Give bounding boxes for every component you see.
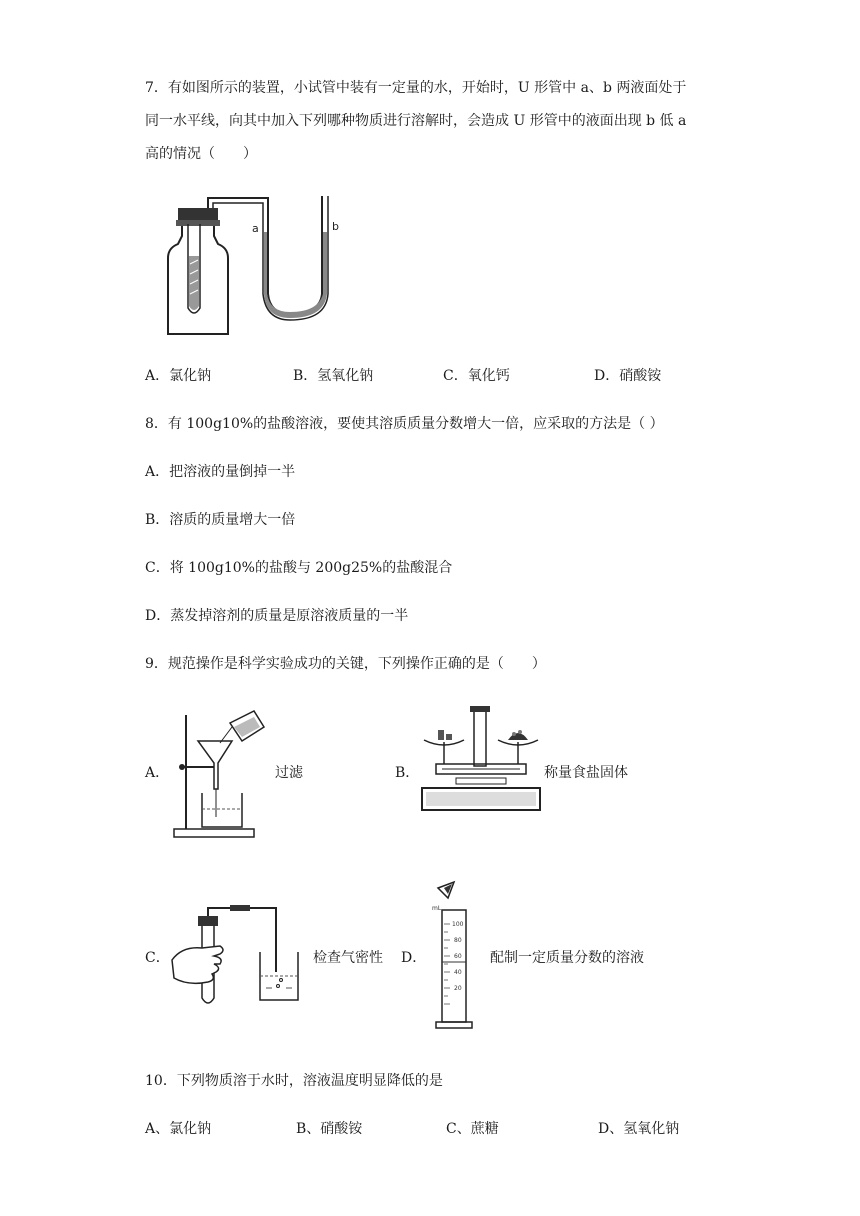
q8-option-c: C．将 100g10%的盐酸与 200g25%的盐酸混合 [145,560,453,576]
q9-a-filtration-figure [170,705,270,839]
q9-a-caption: 过滤 [275,765,303,781]
q8-option-a: A．把溶液的量倒掉一半 [145,464,296,480]
q7-stem-line2: 同一水平线，向其中加入下列哪种物质进行溶解时，会造成 U 形管中的液面出现 b 低 a [145,113,687,129]
q8-option-b: B．溶质的质量增大一倍 [145,512,296,528]
q7-label-a: a [252,222,259,235]
q7-option-d: D．硝酸铵 [594,368,662,384]
q7-stem-line3: 高的情况（ ） [145,146,257,162]
q10-option-b: B、硝酸铵 [296,1121,363,1137]
q7-u-tube-apparatus-figure [158,186,348,338]
q9-d-graduated-cylinder-figure [430,880,486,1032]
q7-label-b: b [332,220,339,233]
cylinder-tick-80: 80 [454,937,462,944]
q10-option-a: A、氯化钠 [145,1121,212,1137]
q10-stem: 10．下列物质溶于水时，溶液温度明显降低的是 [145,1073,443,1089]
q9-c-airtightness-figure [168,902,308,1008]
q7-stem-line1: 7．有如图所示的装置，小试管中装有一定量的水，开始时，U 形管中 a、b 两液面处于 [145,80,687,96]
q9-a-letter: A． [145,765,170,781]
cylinder-tick-20: 20 [454,985,462,992]
cylinder-tick-40: 40 [454,969,462,976]
q9-c-letter: C． [145,950,170,966]
q7-option-b: B．氢氧化钠 [293,368,374,384]
q9-c-caption: 检查气密性 [313,950,383,966]
q8-option-d: D．蒸发掉溶剂的质量是原溶液质量的一半 [145,608,409,624]
q9-b-balance-figure [420,704,542,814]
cylinder-unit-label: mL [432,905,442,912]
q10-option-c: C、蔗糖 [446,1121,499,1137]
q7-option-a: A．氯化钠 [145,368,212,384]
q9-d-caption: 配制一定质量分数的溶液 [490,950,644,966]
q7-option-c: C．氧化钙 [443,368,510,384]
q8-stem: 8．有 100g10%的盐酸溶液，要使其溶质质量分数增大一倍，应采取的方法是（ ） [145,416,664,432]
cylinder-tick-60: 60 [454,953,462,960]
q9-d-letter: D． [401,950,427,966]
q10-option-d: D、氢氧化钠 [598,1121,680,1137]
q9-stem: 9．规范操作是科学实验成功的关键，下列操作正确的是（ ） [145,656,546,672]
q9-b-caption: 称量食盐固体 [544,765,628,781]
cylinder-tick-100: 100 [452,921,464,928]
q9-b-letter: B． [395,765,420,781]
